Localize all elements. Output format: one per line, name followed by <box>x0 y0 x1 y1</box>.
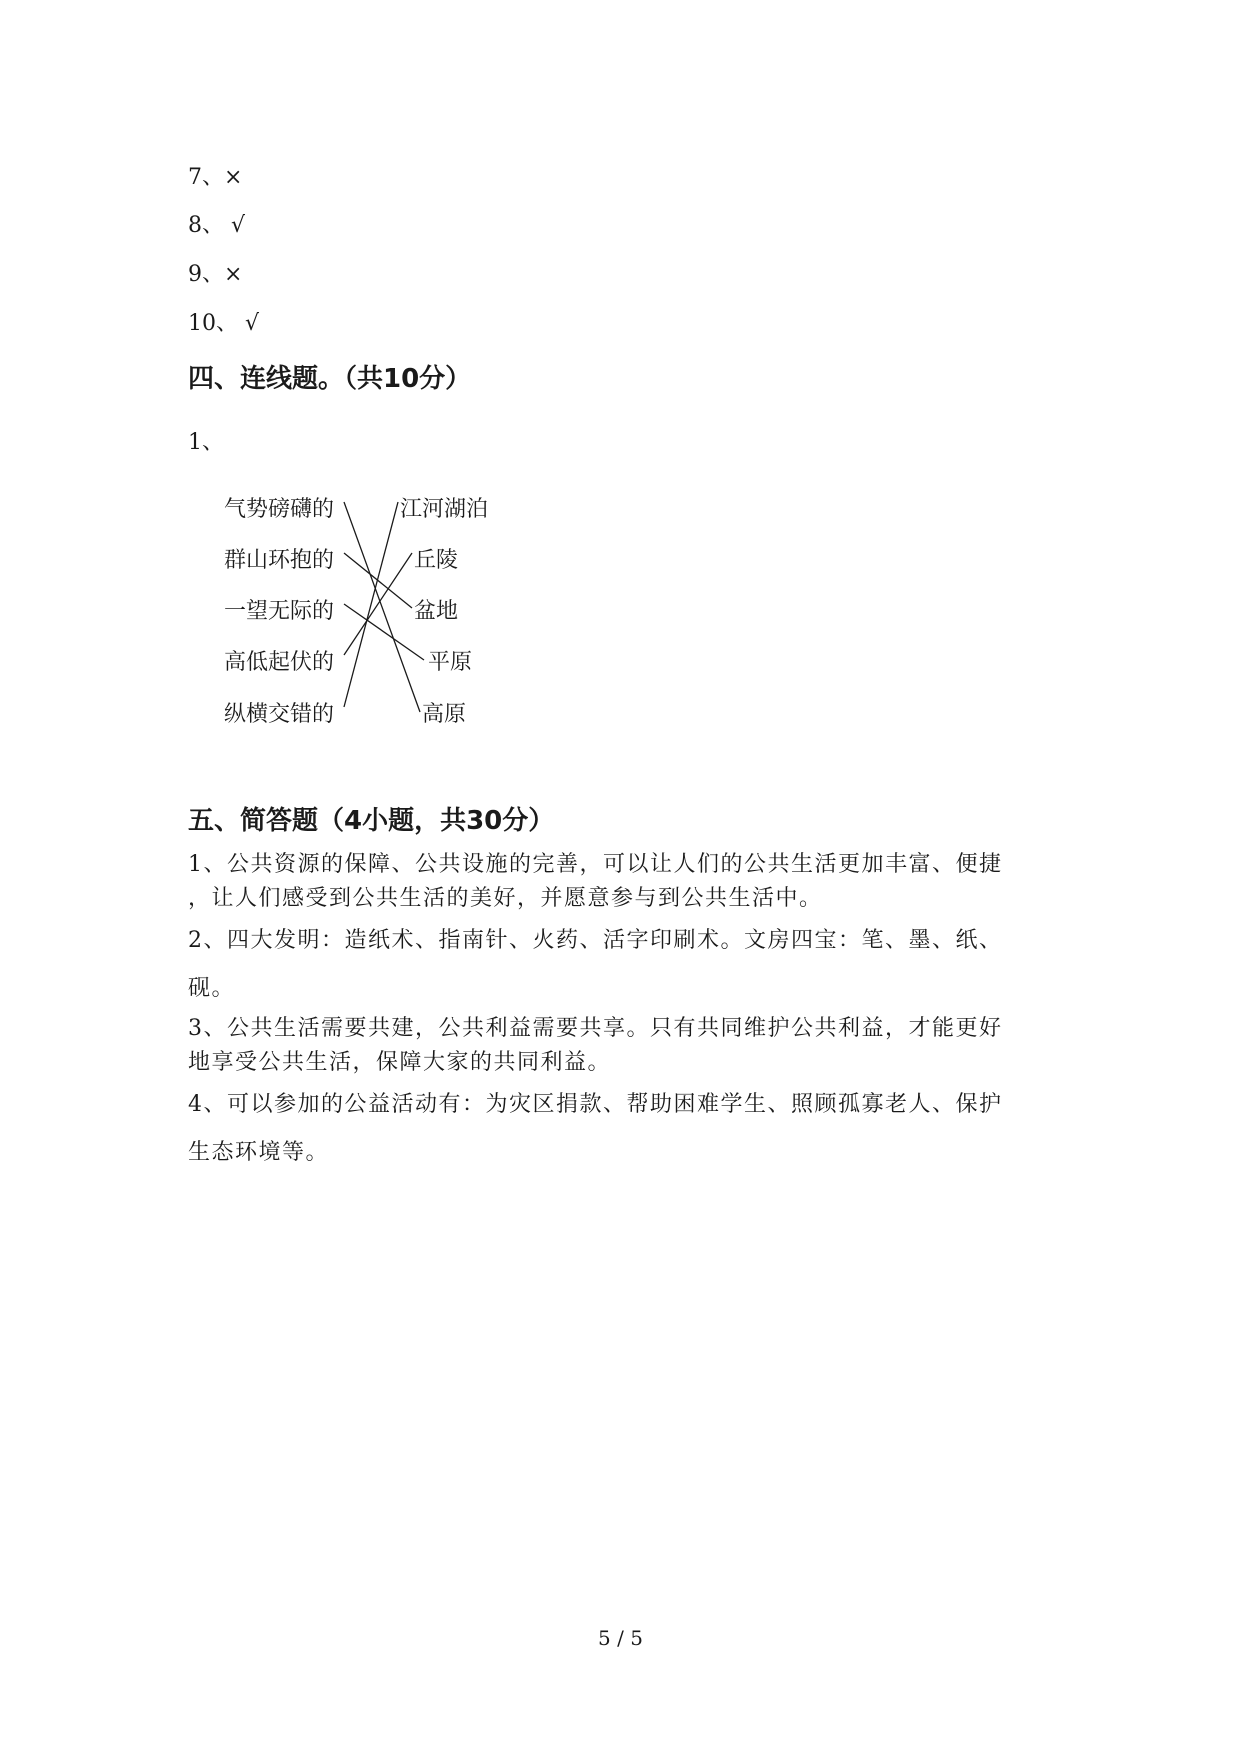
answer-number: 10、 <box>188 311 238 336</box>
match-line-5 <box>344 502 398 707</box>
answer-2-line-1: 2、四大发明：造纸术、指南针、火药、活字印刷术。文房四宝：笔、墨、纸、 <box>188 928 1003 953</box>
answer-4-line-2: 生态环境等。 <box>188 1140 330 1165</box>
right-item-2: 丘陵 <box>414 548 459 573</box>
answer-mark: √ <box>245 311 260 336</box>
right-item-3: 盆地 <box>414 599 459 624</box>
answer-3-line-1: 3、公共生活需要共建，公共利益需要共享。只有共同维护公共利益，才能更好 <box>188 1016 1003 1041</box>
answer-4-line-1: 4、可以参加的公益活动有：为灾区捐款、帮助困难学生、照顾孤寡老人、保护 <box>188 1092 1003 1117</box>
match-line-4 <box>344 553 412 655</box>
answer-number: 8、 <box>188 213 224 238</box>
answer-number: 7、 <box>188 165 224 190</box>
answer-1-line-2: ，让人们感受到公共生活的美好，并愿意参与到公共生活中。 <box>188 886 823 911</box>
answer-mark: √ <box>231 213 246 238</box>
answer-1-line-1: 1、公共资源的保障、公共设施的完善，可以让人们的公共生活更加丰富、便捷 <box>188 852 1003 877</box>
match-line-2 <box>344 553 412 608</box>
right-item-1: 江河湖泊 <box>400 497 489 522</box>
left-item-2: 群山环抱的 <box>224 548 335 573</box>
match-line-1 <box>344 502 420 712</box>
answer-3-line-2: 地享受公共生活，保障大家的共同利益。 <box>188 1050 612 1075</box>
answer-mark: × <box>224 262 243 287</box>
section5-heading: 五、简答题（4小题，共30分） <box>188 806 555 836</box>
right-item-4: 平原 <box>428 650 473 675</box>
section4-heading: 四、连线题。（共10分） <box>188 364 472 394</box>
answer-number: 9、 <box>188 262 224 287</box>
answer-mark: × <box>224 165 243 190</box>
answer-2-line-2: 砚。 <box>188 976 236 1001</box>
left-item-5: 纵横交错的 <box>224 702 335 727</box>
left-item-1: 气势磅礴的 <box>224 497 335 522</box>
left-item-3: 一望无际的 <box>224 599 335 624</box>
section4-q1-number: 1、 <box>188 430 224 455</box>
left-item-4: 高低起伏的 <box>224 650 335 675</box>
page-number: 5 / 5 <box>598 1626 643 1650</box>
right-item-5: 高原 <box>422 702 467 727</box>
